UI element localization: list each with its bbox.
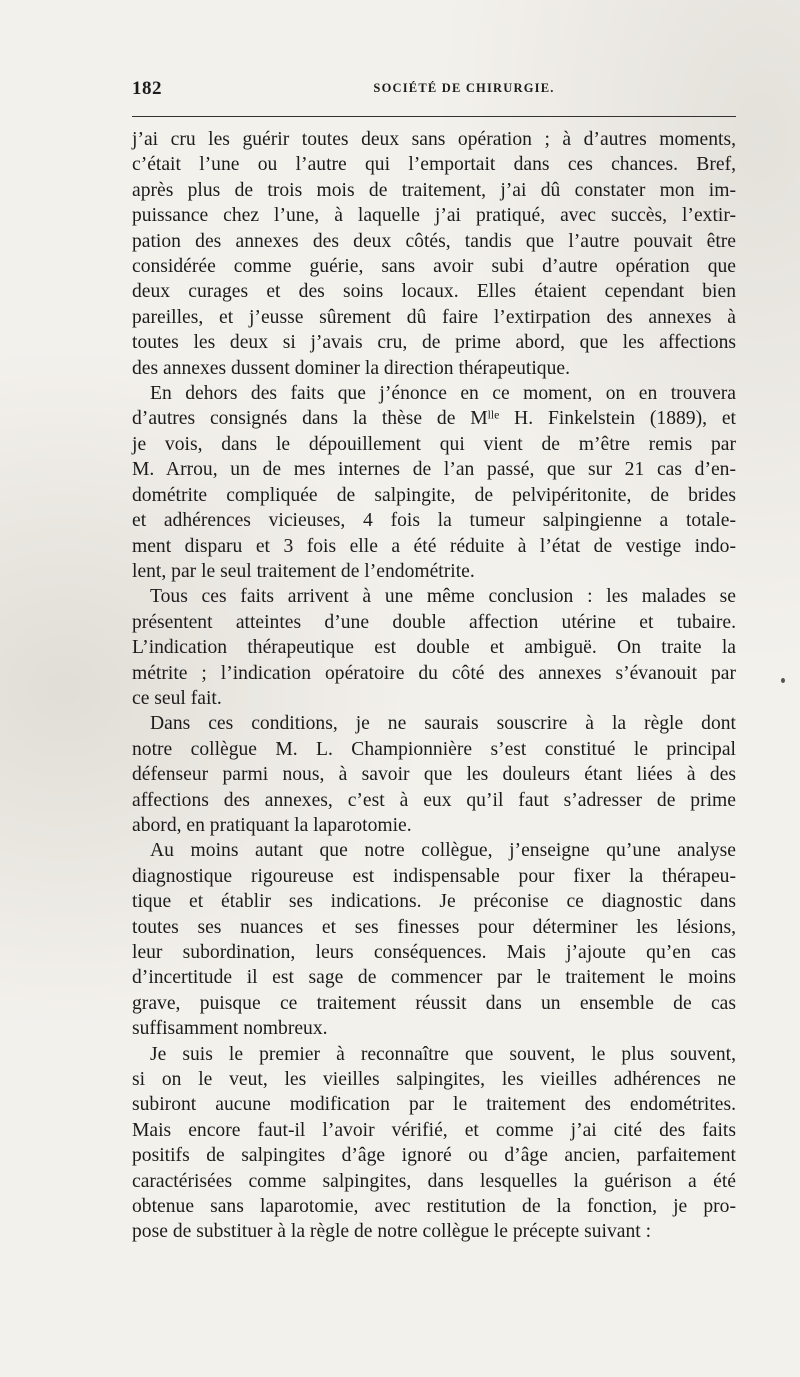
text-line: notre collègue M. L. Championnière s’est constitué le principal (132, 738, 736, 760)
body-text (132, 127, 736, 1245)
text-line: présentent atteintes d’une double affection utérine et tubaire. (132, 611, 736, 633)
paragraph (132, 381, 736, 584)
text-line: Je suis le premier à reconnaître que souvent, le plus souvent, (150, 1043, 736, 1065)
paragraph (132, 584, 736, 711)
text-line: suffisamment nombreux. (132, 1018, 328, 1040)
text-line: lent, par le seul traitement de l’endométrite. (132, 560, 475, 582)
text-line: L’indication thérapeutique est double et ambiguë. On traite la (132, 637, 736, 659)
text-line: considérée comme guérie, sans avoir subi d’autre opération que (132, 256, 736, 278)
text-line: affections des annexes, c’est à eux qu’il faut s’adresser de prime (132, 789, 736, 811)
running-head: SOCIÉTÉ DE CHIRURGIE. (373, 81, 555, 95)
text-line: leur subordination, leurs conséquences. Mais j’ajoute qu’en cas (132, 942, 736, 963)
text-line: abord, en pratiquant la laparotomie. (132, 814, 412, 836)
text-line: après plus de trois mois de traitement, j’ai dû constater mon im- (132, 179, 736, 201)
text-line: Mais encore faut-il l’avoir vérifié, et comme j’ai cité des faits (132, 1119, 736, 1141)
text-line: subiront aucune modification par le traitement des endométrites. (132, 1094, 736, 1116)
header-rule (132, 116, 736, 117)
text-line: deux curages et des soins locaux. Elles étaient cependant bien (132, 281, 736, 303)
text-line: d’incertitude il est sage de commencer par le traitement le moins (132, 967, 736, 989)
text-line: d’autres consignés dans la thèse de Mˡˡᵉ H. Finkelstein (1889), et (132, 408, 736, 430)
page-header (132, 78, 736, 102)
text-line: positifs de salpingites d’âge ignoré ou d’âge ancien, parfaitement (132, 1145, 736, 1167)
text-line: c’était l’une ou l’autre qui l’emportait dans ces chances. Bref, (132, 154, 736, 176)
text-line: pation des annexes des deux côtés, tandis que l’autre pouvait être (132, 230, 736, 252)
margin-speck (781, 678, 785, 683)
text-line: M. Arrou, un de mes internes de l’an passé, que sur 21 cas d’en- (132, 459, 736, 481)
paragraph (132, 711, 736, 838)
text-line: obtenue sans laparotomie, avec restitution de la fonction, je pro- (132, 1196, 736, 1218)
text-line: Au moins autant que notre collègue, j’enseigne qu’une analyse (150, 840, 736, 862)
text-line: toutes les deux si j’avais cru, de prime abord, que les affections (132, 332, 736, 354)
text-line: toutes ses nuances et ses finesses pour déterminer les lésions, (132, 916, 736, 938)
text-line: caractérisées comme salpingites, dans lesquelles la guérison a été (132, 1170, 736, 1192)
text-line: tique et établir ses indications. Je préconise ce diagnostic dans (132, 891, 736, 913)
paragraph (132, 127, 736, 381)
text-line: Tous ces faits arrivent à une même conclusion : les malades se (150, 586, 736, 608)
text-line: j’ai cru les guérir toutes deux sans opération ; à d’autres moments, (132, 129, 736, 150)
text-line: puissance chez l’une, à laquelle j’ai pratiqué, avec succès, l’extir- (132, 205, 736, 227)
text-line: grave, puisque ce traitement réussit dans un ensemble de cas (132, 992, 736, 1014)
text-line: pareilles, et j’eusse sûrement dû faire l’extirpation des annexes à (132, 306, 736, 328)
text-line: dométrite compliquée de salpingite, de pelvipéritonite, de brides (132, 484, 736, 506)
text-line: si on le veut, les vieilles salpingites, les vieilles adhérences ne (132, 1069, 736, 1091)
text-line: et adhérences vicieuses, 4 fois la tumeur salpingienne a totale- (132, 510, 736, 532)
text-line: des annexes dussent dominer la direction thérapeutique. (132, 357, 570, 379)
text-line: métrite ; l’indication opératoire du côté des annexes s’évanouit par (132, 662, 736, 684)
text-line: diagnostique rigoureuse est indispensable pour fixer la thérapeu- (132, 865, 736, 887)
text-line: pose de substituer à la règle de notre collègue le précepte suivant : (132, 1221, 652, 1243)
text-line: Dans ces conditions, je ne saurais souscrire à la règle dont (150, 713, 736, 735)
text-line: ment disparu et 3 fois elle a été réduite à l’état de vestige indo- (132, 535, 736, 557)
text-line: En dehors des faits que j’énonce en ce moment, on en trouvera (150, 383, 736, 405)
text-line: ce seul fait. (132, 687, 222, 709)
page-number: 182 (132, 78, 162, 99)
text-line: défenseur parmi nous, à savoir que les douleurs étant liées à des (132, 764, 736, 786)
paragraph (132, 1042, 736, 1245)
paragraph (132, 838, 736, 1041)
text-line: je vois, dans le dépouillement qui vient de m’être remis par (132, 433, 736, 455)
